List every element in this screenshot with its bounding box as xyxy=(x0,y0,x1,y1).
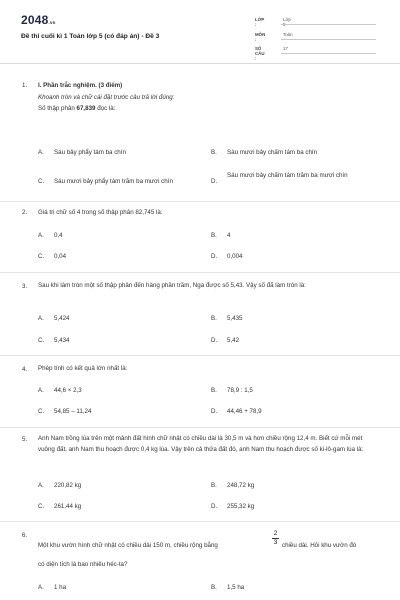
option-letter: A. xyxy=(38,584,44,591)
meta-label: MÔN : xyxy=(255,32,266,42)
option-text: Sáu mươi bảy chấm tám ba chín xyxy=(227,149,318,156)
option-letter: C. xyxy=(38,408,45,415)
question-number: 3. xyxy=(22,283,28,290)
option-letter: B. xyxy=(211,482,217,489)
option-letter: C. xyxy=(38,253,45,260)
option-text: 5,42 xyxy=(227,337,240,344)
option-text: 5,434 xyxy=(54,337,70,344)
fraction-numerator: 2 xyxy=(273,530,278,537)
fraction-denominator: 3 xyxy=(273,539,278,546)
meta-value: 17 xyxy=(283,46,288,51)
question-text: Anh Nam trồng lúa trên một mảnh đất hình chữ nhật có chiều dài là 30,5 m và hơn chiều rộng 12,4 m. Biết cứ mỗi mét vuông đất, anh Nam thu hoạch được 0,4 kg lúa. Vậy trên cả thửa đất đó, anh Nam thu hoạch được số ki-lô-gam lúa là: xyxy=(38,435,364,453)
fraction xyxy=(272,530,279,547)
option-letter: B. xyxy=(211,149,217,156)
option-text: Sáu mươi bảy chấm tám trăm ba mươi chín xyxy=(227,172,348,179)
option-letter: C. xyxy=(38,337,45,344)
question-separator xyxy=(0,427,400,428)
option-text: 1 ha xyxy=(54,584,67,591)
question-separator xyxy=(0,272,400,273)
question-separator xyxy=(0,521,400,522)
option-letter: D. xyxy=(211,178,218,185)
logo-main: 2048 xyxy=(21,13,49,27)
logo-suffix: .vn xyxy=(48,20,56,25)
option-text: 5,435 xyxy=(227,315,243,322)
option-letter: B. xyxy=(211,387,217,394)
option-letter: B. xyxy=(211,315,217,322)
option-letter: B. xyxy=(211,584,217,591)
question-number: 5. xyxy=(22,436,28,443)
question-separator xyxy=(0,201,400,202)
section-heading: I. Phần trắc nghiệm. (3 điểm) xyxy=(38,82,123,89)
option-text: Sáu bảy phẩy tám ba chín xyxy=(54,149,126,156)
option-letter: C. xyxy=(38,178,45,185)
question-separator xyxy=(0,355,400,356)
question-text: Sau khi làm tròn một số thập phân đến hàng phần trăm, Nga được số 5,43. Vậy số đã làm tròn là: xyxy=(38,282,306,289)
meta-label: LỚP : xyxy=(255,17,265,27)
option-text: 0,04 xyxy=(54,253,67,260)
question-text xyxy=(38,103,380,114)
option-letter: C. xyxy=(38,503,45,510)
meta-value: Lớp 5 xyxy=(283,17,291,27)
option-text: 220,82 kg xyxy=(54,482,82,489)
option-text: 4 xyxy=(227,232,231,239)
option-text: 78,9 : 1,5 xyxy=(227,387,253,394)
page-header xyxy=(0,0,400,64)
question-text-part: đọc là: xyxy=(95,105,116,112)
option-letter: D. xyxy=(211,337,218,344)
option-text: 255,32 kg xyxy=(227,503,255,510)
question-instruction: Khoanh tròn và chữ cái đặt trước câu trả lời đúng: xyxy=(38,94,175,101)
option-letter: A. xyxy=(38,482,44,489)
question-text-part: Số thập phân xyxy=(38,105,77,112)
option-text: 248,72 kg xyxy=(227,482,255,489)
option-letter: B. xyxy=(211,232,217,239)
option-letter: A. xyxy=(38,149,44,156)
option-letter: A. xyxy=(38,387,44,394)
question-number: 1. xyxy=(22,82,28,89)
option-letter: D. xyxy=(211,408,218,415)
meta-value: Toán xyxy=(283,32,293,37)
option-text: 0,4 xyxy=(54,232,63,239)
meta-underline xyxy=(281,53,376,54)
question-text: Giá trị chữ số 4 trong số thập phân 82,745 là: xyxy=(38,209,163,216)
site-logo[interactable] xyxy=(21,13,56,27)
question-number: 2. xyxy=(22,209,28,216)
question-text-continued: chiều dài. Hỏi khu vườn đó xyxy=(282,542,357,549)
option-text: 44,46 + 78,9 xyxy=(227,408,262,415)
meta-underline xyxy=(281,39,376,40)
option-letter: A. xyxy=(38,232,44,239)
question-number: 6. xyxy=(22,532,28,539)
meta-underline xyxy=(281,24,376,25)
question-number-value: 67,839 xyxy=(76,105,96,112)
document-title: Đề thi cuối kì 1 Toán lớp 5 (có đáp án) - Đề 3 xyxy=(21,33,160,40)
question-text: Phép tính có kết quả lớn nhất là: xyxy=(38,365,128,372)
question-text: Một khu vườn hình chữ nhật có chiều dài 150 m, chiều rộng bằng xyxy=(38,542,218,549)
meta-label: SỐ CÂU : xyxy=(255,46,265,61)
option-text: Sáu mươi bảy phẩy tám trăm ba mươi chín xyxy=(54,178,173,185)
option-text: 44,6 × 2,3 xyxy=(54,387,82,394)
option-text: 1,5 ha xyxy=(227,584,245,591)
option-text: 261,44 kg xyxy=(54,503,82,510)
question-text-line2: có diện tích là bao nhiêu héc-ta? xyxy=(38,561,128,568)
option-letter: D. xyxy=(211,503,218,510)
option-letter: A. xyxy=(38,315,44,322)
option-text: 54,85 – 11,24 xyxy=(54,408,92,415)
option-letter: D. xyxy=(211,253,218,260)
option-text: 0,004 xyxy=(227,253,243,260)
header-divider xyxy=(0,63,400,64)
question-number: 4. xyxy=(22,366,28,373)
option-text: 5,424 xyxy=(54,315,70,322)
